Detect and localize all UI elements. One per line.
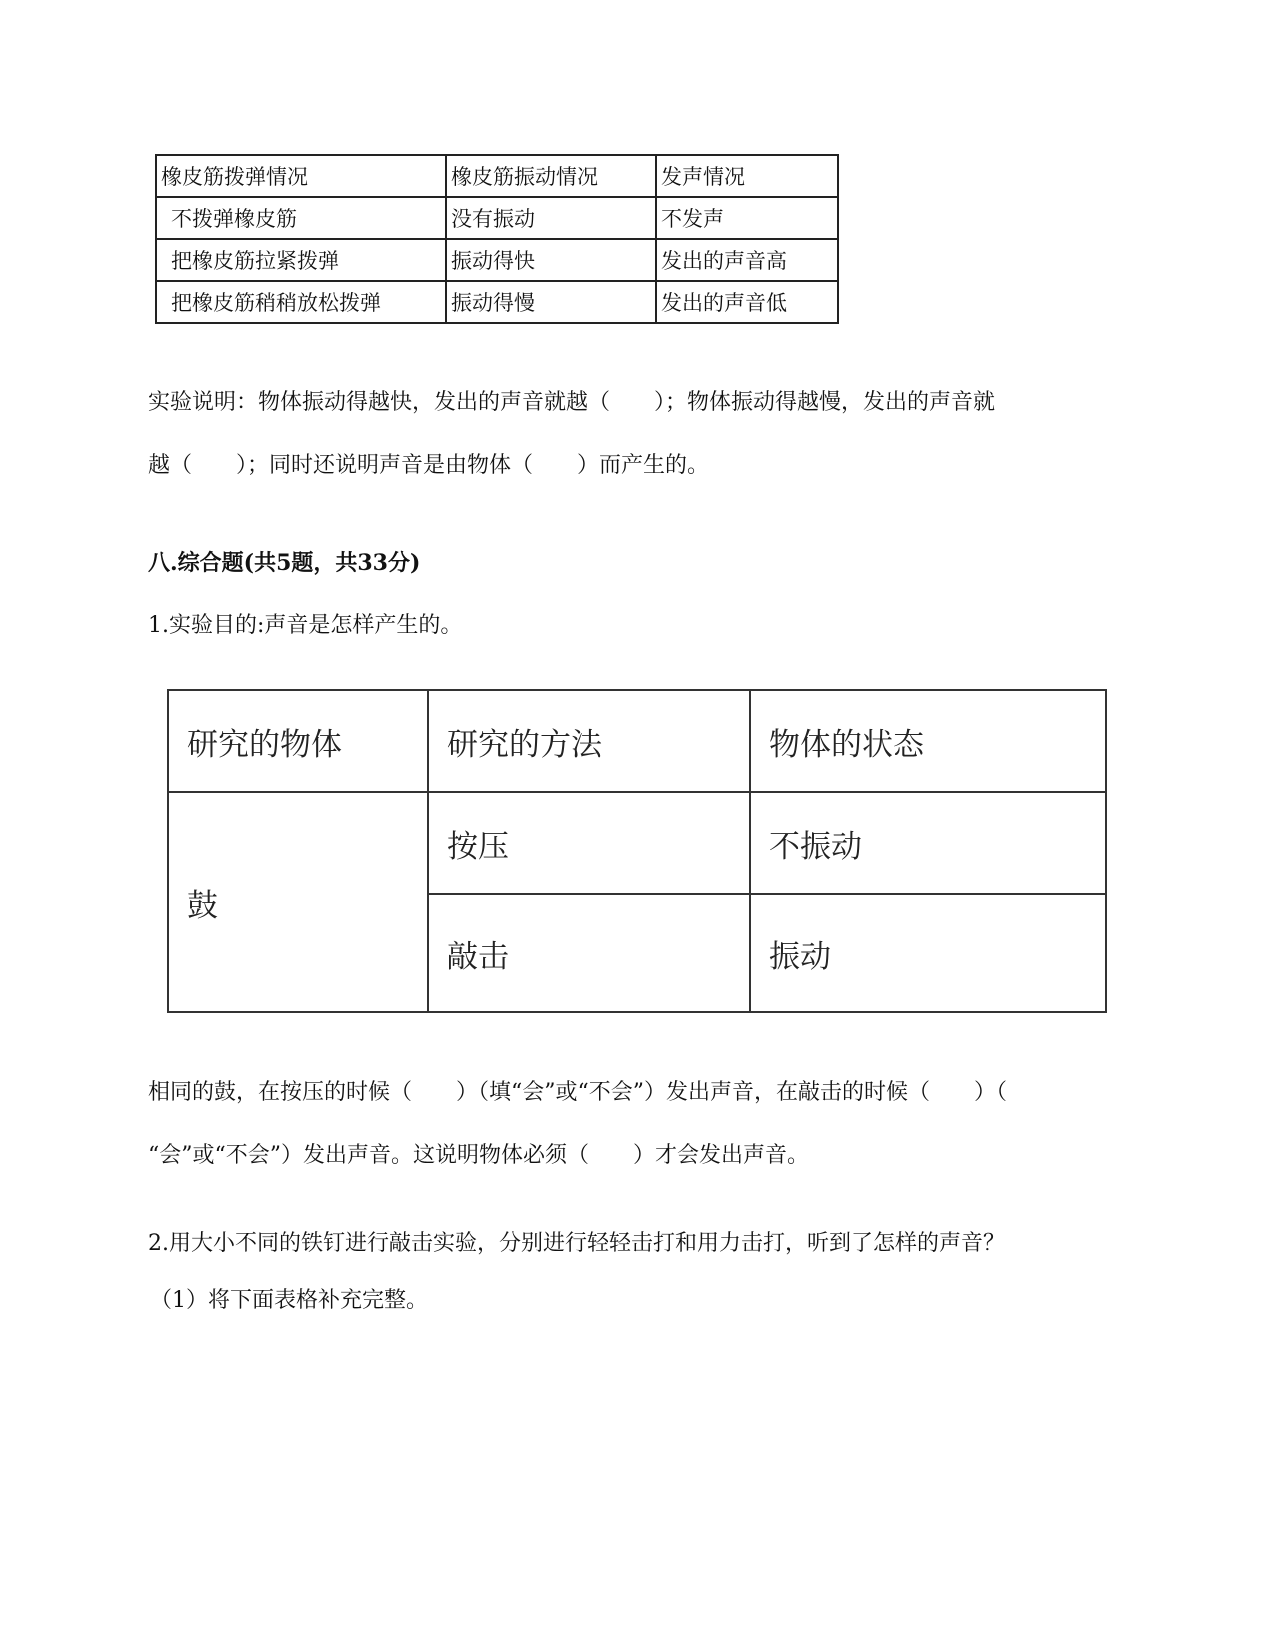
table-header-cell: 研究的方法 [428, 690, 750, 792]
table-cell: 振动得快 [446, 239, 656, 281]
table-cell: 振动 [750, 894, 1106, 1012]
table-header-cell: 研究的物体 [168, 690, 428, 792]
table-cell: 不发声 [656, 197, 838, 239]
table-cell-object: 鼓 [168, 792, 428, 1012]
table-header-row [168, 690, 1106, 792]
table-cell: 发出的声音低 [656, 281, 838, 323]
table-header-cell: 物体的状态 [750, 690, 1106, 792]
table-cell: 把橡皮筋拉紧拨弹 [156, 239, 446, 281]
table-cell: 不振动 [750, 792, 1106, 894]
table-row [156, 281, 838, 323]
table-cell: 把橡皮筋稍稍放松拨弹 [156, 281, 446, 323]
question-1-title: 1.实验目的:声音是怎样产生的。 [148, 613, 463, 638]
question-1-text-line-2: “会”或“不会”）发出声音。这说明物体必须（ ）才会发出声音。 [148, 1143, 809, 1168]
table-cell: 没有振动 [446, 197, 656, 239]
explanation-line-2: 越（ ）；同时还说明声音是由物体（ ）而产生的。 [148, 453, 710, 478]
explanation-line-1: 实验说明：物体振动得越快，发出的声音就越（ ）；物体振动得越慢，发出的声音就 [148, 390, 996, 415]
table-row [156, 197, 838, 239]
table-row [156, 239, 838, 281]
table-header-row [156, 155, 838, 197]
question-2-sub-1: （1）将下面表格补充完整。 [150, 1288, 428, 1313]
table-cell: 振动得慢 [446, 281, 656, 323]
table-cell: 按压 [428, 792, 750, 894]
table-header-cell: 橡皮筋振动情况 [446, 155, 656, 197]
question-1-text-line-1: 相同的鼓，在按压的时候（ ）（填“会”或“不会”）发出声音，在敲击的时候（ ）（ [148, 1080, 1007, 1105]
table-header-cell: 发声情况 [656, 155, 838, 197]
table-header-cell: 橡皮筋拨弹情况 [156, 155, 446, 197]
table-cell: 发出的声音高 [656, 239, 838, 281]
table-row [168, 792, 1106, 894]
rubber-band-table [155, 154, 839, 324]
table-cell: 敲击 [428, 894, 750, 1012]
table-cell: 不拨弹橡皮筋 [156, 197, 446, 239]
question-2-title: 2.用大小不同的铁钉进行敲击实验，分别进行轻轻击打和用力击打，听到了怎样的声音？ [148, 1231, 1005, 1256]
section-heading: 八.综合题(共5题，共33分) [148, 550, 421, 576]
drum-table [167, 689, 1107, 1013]
